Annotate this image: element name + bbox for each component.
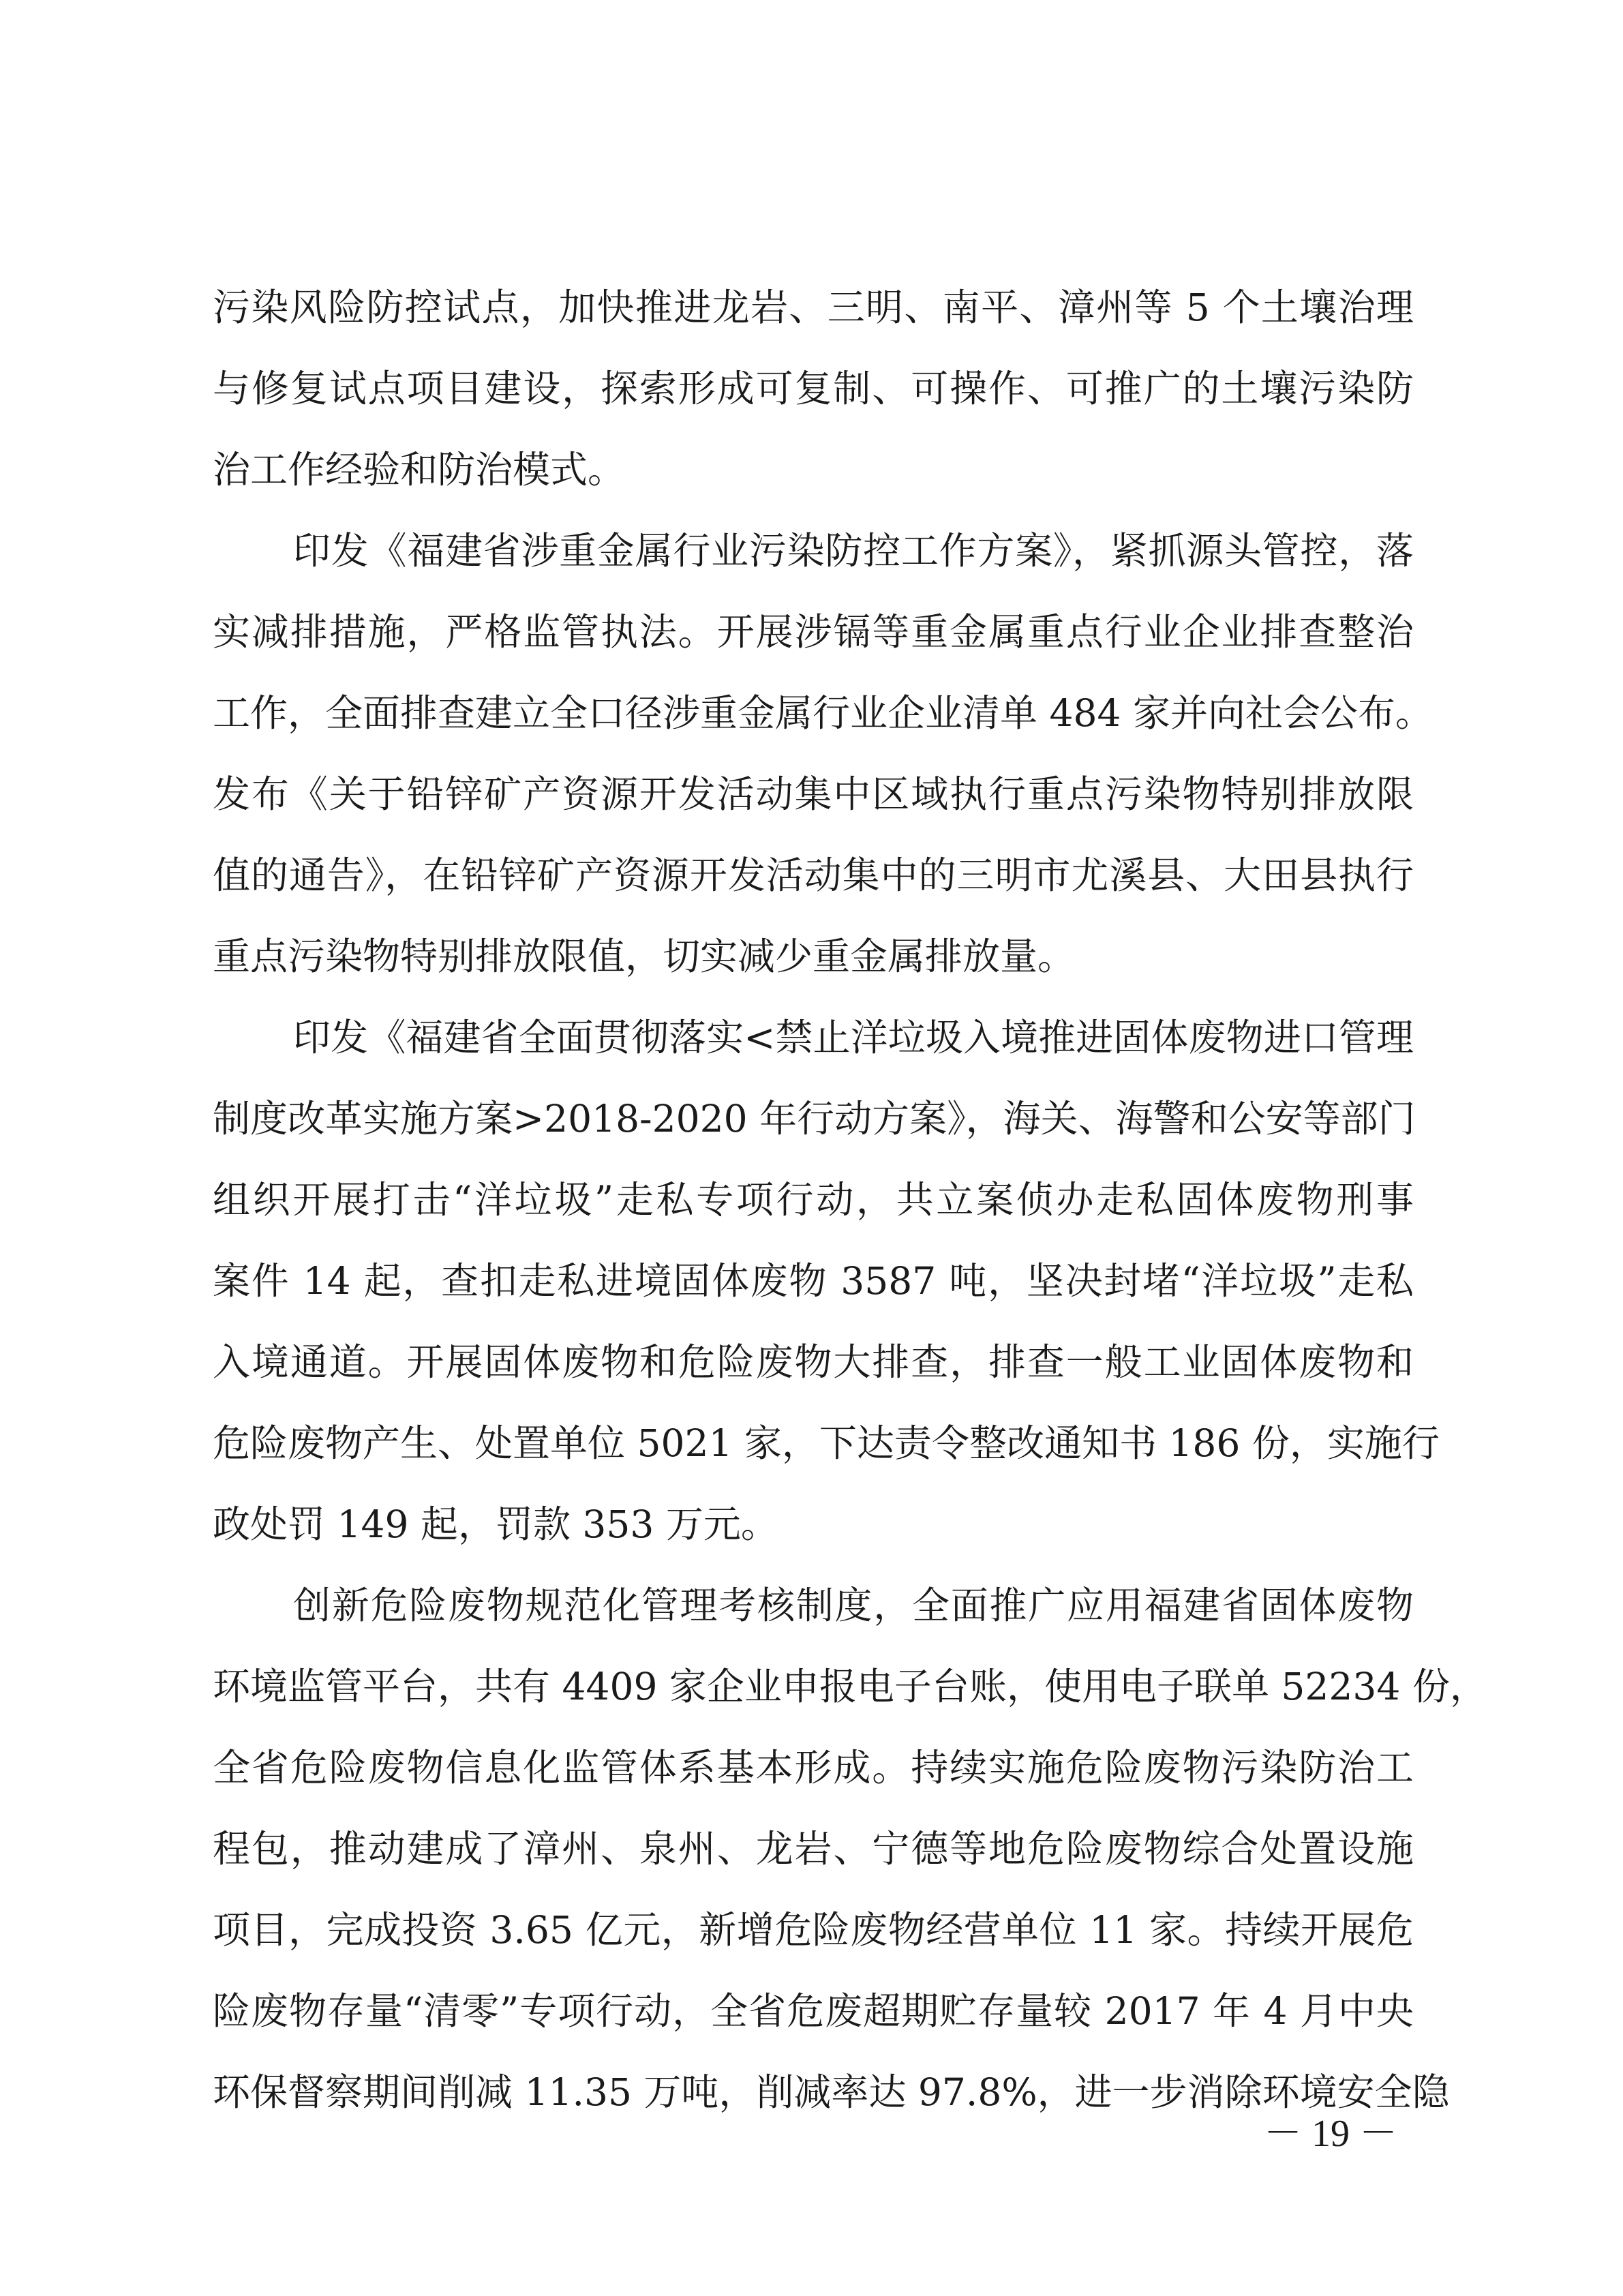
text-line: 全省危险废物信息化监管体系基本形成。持续实施危险废物污染防治工 [213,1746,1414,1789]
text-line: 重点污染物特别排放限值，切实减少重金属排放量。 [213,935,1076,978]
text-line: 印发《福建省全面贯彻落实<禁止洋垃圾入境推进固体废物进口管理 [293,1016,1414,1059]
paragraph-1 [213,267,1414,511]
text-line: 危险废物产生、处置单位 5021 家，下达责令整改通知书 186 份，实施行 [213,1421,1440,1465]
text-line: 发布《关于铅锌矿产资源开发活动集中区域执行重点污染物特别排放限 [213,772,1414,816]
text-line: 环保督察期间削减 11.35 万吨，削减率达 97.8%，进一步消除环境安全隐 [213,2070,1450,2114]
text-line: 工作，全面排查建立全口径涉重金属行业企业清单 484 家并向社会公布。 [213,691,1433,735]
text-line: 污染风险防控试点，加快推进龙岩、三明、南平、漳州等 5 个土壤治理 [213,286,1414,329]
text-line: 险废物存量“清零”专项行动，全省危废超期贮存量较 2017 年 4 月中央 [213,1989,1414,2033]
text-line: 实减排措施，严格监管执法。开展涉镉等重金属重点行业企业排查整治 [213,610,1414,654]
page-number: － 19 － [1264,2113,1397,2155]
paragraph-2 [213,511,1433,997]
paragraph-3 [213,997,1440,1565]
text-line: 程包，推动建成了漳州、泉州、龙岩、宁德等地危险废物综合处置设施 [213,1827,1414,1871]
text-line: 政处罚 149 起，罚款 353 万元。 [213,1502,778,1546]
text-line: 治工作经验和防治模式。 [213,448,626,492]
text-line: 创新危险废物规范化管理考核制度，全面推广应用福建省固体废物 [293,1584,1414,1627]
text-line: 入境通道。开展固体废物和危险废物大排查，排查一般工业固体废物和 [213,1340,1414,1384]
text-line: 环境监管平台，共有 4409 家企业申报电子台账，使用电子联单 52234 份， [213,1665,1487,1708]
text-line: 案件 14 起，查扣走私进境固体废物 3587 吨，坚决封堵“洋垃圾”走私 [213,1259,1414,1303]
text-line: 印发《福建省涉重金属行业污染防控工作方案》，紧抓源头管控，落 [293,529,1414,573]
paragraph-4 [213,1565,1487,2133]
text-line: 制度改革实施方案>2018-2020 年行动方案》，海关、海警和公安等部门 [213,1097,1416,1141]
text-line: 组织开展打击“洋垃圾”走私专项行动，共立案侦办走私固体废物刑事 [213,1178,1414,1222]
text-line: 值的通告》，在铅锌矿产资源开发活动集中的三明市尤溪县、大田县执行 [213,854,1414,897]
text-line: 与修复试点项目建设，探索形成可复制、可操作、可推广的土壤污染防 [213,367,1414,410]
body-text [213,267,1487,2133]
text-line: 项目，完成投资 3.65 亿元，新增危险废物经营单位 11 家。持续开展危 [213,1908,1414,1952]
